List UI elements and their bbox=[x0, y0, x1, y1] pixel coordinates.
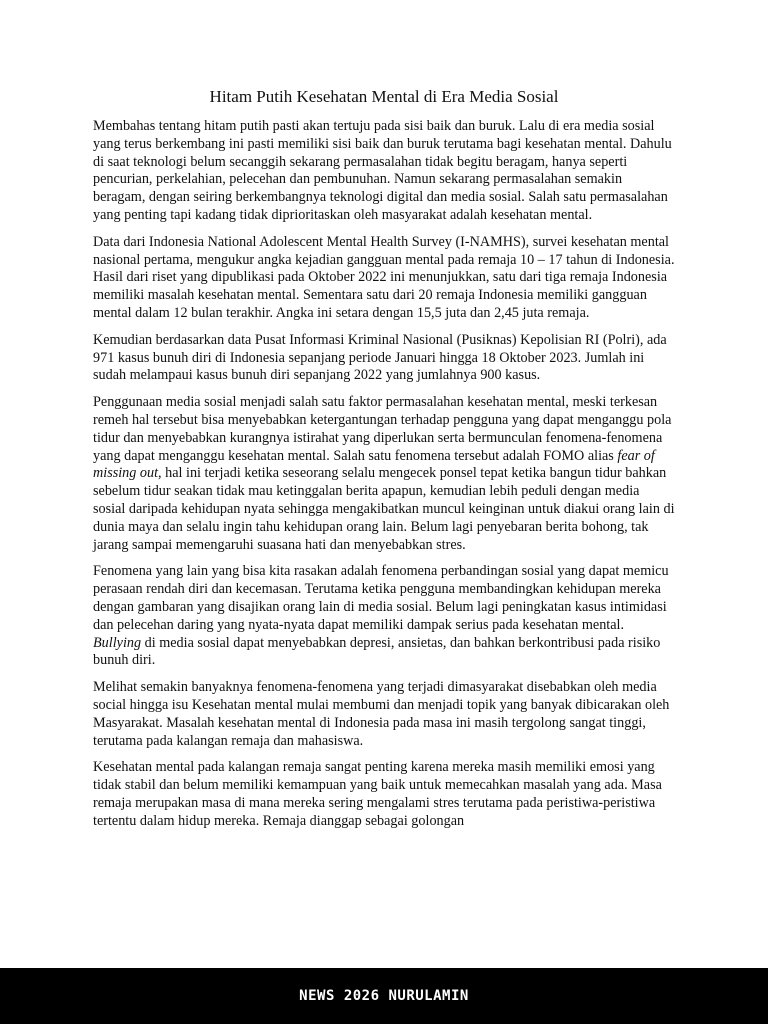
paragraph-adolescents: Kesehatan mental pada kalangan remaja sangat penting karena mereka masih memiliki emosi yang tidak stabil dan belum memiliki kemampuan yang baik untuk memecahkan masalah yang ada. Masa remaja merupakan masa di mana mereka sering mengalami stres terutama pada peristiwa-peristiwa tertentu dalam hidup mereka. Remaja dianggap sebagai golongan bbox=[93, 759, 662, 829]
paragraph-social-comparison bbox=[93, 563, 675, 670]
paragraph-fomo-text-1: Penggunaan media sosial menjadi salah satu faktor permasalahan kesehatan mental, meski terkesan remeh hal tersebut bisa menyebabkan ketergantungan terhadap pengguna yang dapat menganggu pola tidur dan menyebabkan kurangnya istirahat yang diperlukan serta bermunculan fenomena-fenomena yang dapat menganggu kesehatan mental. Salah satu fenomena tersebut adalah FOMO alias bbox=[93, 394, 672, 464]
paragraph-intro: Membahas tentang hitam putih pasti akan tertuju pada sisi baik dan buruk. Lalu di era media sosial yang terus berkembang ini pasti memiliki sisi baik dan buruk terutama bagi kesehatan mental. Dahulu di saat teknologi belum secanggih sekarang permasalahan tidak begitu beragam, hanya seperti pencurian, perkelahian, pelecehan dan pembunuhan. Namun sekarang permasalahan semakin beragam, dengan seiring berkembangnya teknologi digital dan media sosial. Salah satu permasalahan yang penting tapi kadang tidak diprioritaskan oleh masyarakat adalah kesehatan mental. bbox=[93, 118, 672, 223]
page-title: Hitam Putih Kesehatan Mental di Era Media Sosial bbox=[209, 87, 559, 106]
paragraph-mental-health-issue: Melihat semakin banyaknya fenomena-fenomena yang terjadi dimasyarakat disebabkan oleh media social hingga isu Kesehatan mental mulai membumi dan menjadi topik yang banyak dibicarakan oleh Masyarakat. Masalah kesehatan mental di Indonesia pada masa ini masih tergolong sangat tinggi, terutama pada kalangan remaja dan mahasiswa. bbox=[93, 679, 670, 749]
paragraph-fomo-text-2: , hal ini terjadi ketika seseorang selalu mengecek ponsel tepat ketika bangun tidur bahkan sebelum tidur seakan tidak mau ketinggalan berita apapun, kemudian lebih peduli dengan media sosial daripada kehidupan nyata sehingga mengakibatkan muncul keinginan untuk diakui orang lain di dunia maya dan selalu ingin tahu kehidupan orang lain. Belum lagi penyebaran berita bohong, tak jarang sampai memengaruhi suasana hati dan menyebabkan stres. bbox=[93, 465, 675, 553]
paragraph-fomo bbox=[93, 394, 675, 554]
paragraph-fomo-italic: fear of missing out bbox=[93, 447, 655, 482]
footer-banner: NEWS 2026 NURULAMIN bbox=[0, 968, 768, 1024]
paragraph-suicide-data: Kemudian berdasarkan data Pusat Informasi Kriminal Nasional (Pusiknas) Kepolisian RI (Polri), ada 971 kasus bunuh diri di Indonesia sepanjang periode Januari hingga 18 Oktober 2023. Jumlah ini sudah melampaui kasus bunuh diri sepanjang 2022 yang jumlahnya 900 kasus. bbox=[93, 331, 667, 384]
article-body bbox=[93, 118, 675, 839]
paragraph-comparison-text-2: di media sosial dapat menyebabkan depresi, ansietas, dan bahkan berkontribusi pada risiko bunuh diri. bbox=[93, 634, 661, 669]
paragraph-survey-data: Data dari Indonesia National Adolescent Mental Health Survey (I-NAMHS), survei kesehatan mental nasional pertama, mengukur angka kejadian gangguan mental pada remaja 10 – 17 tahun di Indonesia. Hasil dari riset yang dipublikasi pada Oktober 2022 ini menunjukkan, satu dari tiga remaja Indonesia memiliki masalah kesehatan mental. Sementara satu dari 20 remaja Indonesia memiliki gangguan mental dalam 12 bulan terakhir. Angka ini setara dengan 15,5 juta dan 2,45 juta remaja. bbox=[93, 233, 675, 321]
paragraph-comparison-italic: Bullying bbox=[93, 634, 142, 651]
paragraph-comparison-text-1: Fenomena yang lain yang bisa kita rasakan adalah fenomena perbandingan sosial yang dapat memicu perasaan rendah diri dan kecemasan. Terutama ketika pengguna membandingkan kehidupan mereka dengan gambaran yang disajikan orang lain di media sosial. Belum lagi peningkatan kasus intimidasi dan pelecehan daring yang nyata-nyata dapat memiliki dampak serius pada kesehatan mental. bbox=[93, 563, 669, 633]
